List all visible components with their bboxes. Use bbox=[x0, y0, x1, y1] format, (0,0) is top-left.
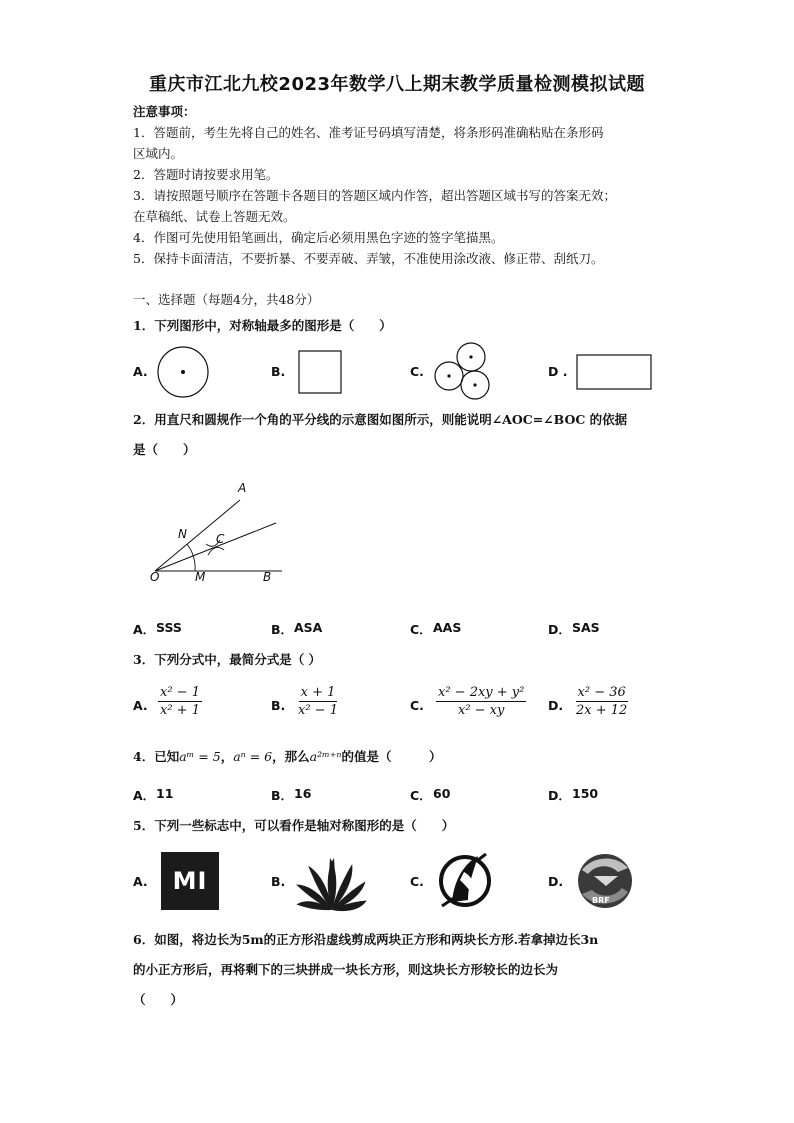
question-3-stem: 3．下列分式中，最简分式是（ ） bbox=[133, 652, 322, 667]
q1-option-c-label: C. bbox=[410, 364, 424, 379]
point-label-m: M bbox=[195, 570, 206, 584]
q2-option-c-value: AAS bbox=[433, 620, 462, 635]
q2-option-b-value: ASA bbox=[294, 620, 323, 635]
q1-option-d-label: D . bbox=[548, 364, 568, 379]
xiaomi-logo-text: MI bbox=[172, 867, 208, 895]
notice-line: 4．作图可先使用铅笔画出，确定后必须用黑色字迹的签字笔描黑。 bbox=[133, 230, 504, 245]
swirl-logo-icon bbox=[434, 850, 496, 912]
q1-rectangle-figure bbox=[576, 354, 654, 392]
q4-option-d-label: D． bbox=[548, 788, 571, 803]
q1-circle-figure bbox=[156, 345, 210, 399]
q4-option-a-value: 11 bbox=[156, 786, 174, 801]
q4-option-c-value: 60 bbox=[433, 786, 451, 801]
notice-line: 3．请按照题号顺序在答题卡各题目的答题区域内作答，超出答题区域书写的答案无效； bbox=[133, 188, 616, 203]
question-6-stem-cont: 的小正方形后，再将剩下的三块拼成一块长方形，则这块长方形较长的边长为 bbox=[133, 962, 559, 977]
question-6-answer-bracket: （ ） bbox=[133, 992, 184, 1007]
question-2-stem-cont: 是（ ） bbox=[133, 442, 196, 457]
q1-three-circles-figure bbox=[432, 342, 494, 402]
q5-option-a-label: A. bbox=[133, 874, 148, 889]
xiaomi-logo-icon bbox=[161, 852, 219, 910]
q2-option-a-value: SSS bbox=[156, 620, 182, 635]
q4-option-d-value: 150 bbox=[572, 786, 599, 801]
point-label-b: B bbox=[263, 570, 272, 584]
q3-option-a-label: A. bbox=[133, 698, 148, 713]
q2-option-a-label: A． bbox=[133, 622, 156, 637]
q3-fraction-c bbox=[436, 685, 526, 718]
q4-separator: ， bbox=[220, 749, 234, 764]
notice-line: 1．答题前，考生先将自己的姓名、准考证号码填写清楚，将条形码准确粘贴在条形码 bbox=[133, 125, 604, 140]
notice-line: 在草稿纸、试卷上答题无效。 bbox=[133, 209, 296, 224]
q4-target-expression: a²ᵐ⁺ⁿ bbox=[309, 749, 342, 764]
q4-option-b-value: 16 bbox=[294, 786, 312, 801]
fraction-numerator: x² − 36 bbox=[577, 685, 626, 700]
q3-option-d-label: D. bbox=[548, 698, 564, 713]
q4-suffix: 的值是（ ） bbox=[341, 749, 442, 764]
point-label-a: A bbox=[238, 481, 247, 495]
question-2-stem: 2．用直尺和圆规作一个角的平分线的示意图如图所示，则能说明∠AOC=∠BOC 的依据 bbox=[133, 412, 628, 427]
notice-line: 区域内。 bbox=[133, 146, 184, 161]
point-label-c: C bbox=[216, 532, 225, 546]
section-heading: 一、选择题（每题4分，共48分） bbox=[133, 292, 320, 307]
q5-option-d-label: D. bbox=[548, 874, 564, 889]
fraction-denominator: x² − xy bbox=[457, 703, 505, 718]
q2-option-d-label: D． bbox=[548, 622, 571, 637]
q3-option-b-label: B. bbox=[271, 698, 286, 713]
page-title: 重庆市江北九校2023年数学八上期末教学质量检测模拟试题 bbox=[148, 74, 646, 95]
question-1-stem: 1．下列图形中，对称轴最多的图形是（ ） bbox=[133, 318, 392, 333]
q4-option-b-label: B． bbox=[271, 788, 294, 803]
notice-heading: 注意事项： bbox=[133, 104, 196, 119]
fraction-denominator: x² − 1 bbox=[298, 703, 338, 718]
q1-square-figure bbox=[298, 350, 344, 396]
q4-option-c-label: C． bbox=[410, 788, 432, 803]
notice-line: 5．保持卡面清洁，不要折暴、不要弄破、弄皱，不准使用涂改液、修正带、刮纸刀。 bbox=[133, 251, 604, 266]
q5-option-b-label: B. bbox=[271, 874, 286, 889]
q3-fraction-b bbox=[296, 685, 340, 718]
q4-prefix: 4．已知 bbox=[133, 749, 180, 764]
brf-logo-text: BRF bbox=[592, 896, 610, 905]
fraction-numerator: x² − 2xy + y² bbox=[438, 685, 525, 700]
question-5-stem: 5．下列一些标志中，可以看作是轴对称图形的是（ ） bbox=[133, 818, 455, 833]
point-label-n: N bbox=[178, 527, 187, 541]
notice-line: 2．答题时请按要求用笔。 bbox=[133, 167, 279, 182]
q2-option-d-value: SAS bbox=[572, 620, 600, 635]
q1-option-b-label: B. bbox=[271, 364, 286, 379]
q4-n-expression: aⁿ = 6 bbox=[233, 749, 273, 764]
q4-m-expression: aᵐ = 5 bbox=[179, 749, 221, 764]
q3-option-c-label: C. bbox=[410, 698, 424, 713]
point-label-o: O bbox=[150, 570, 160, 584]
q1-option-a-label: A. bbox=[133, 364, 148, 379]
fraction-denominator: x² + 1 bbox=[160, 703, 200, 718]
question-4-stem bbox=[133, 747, 441, 767]
q3-fraction-d bbox=[574, 685, 629, 718]
q4-mid: ，那么 bbox=[272, 749, 310, 764]
q5-option-c-label: C. bbox=[410, 874, 424, 889]
q2-option-c-label: C． bbox=[410, 622, 432, 637]
q2-option-b-label: B． bbox=[271, 622, 294, 637]
fraction-numerator: x² − 1 bbox=[160, 685, 200, 700]
fraction-numerator: x + 1 bbox=[300, 685, 336, 700]
question-6-stem: 6．如图，将边长为5m的正方形沿虚线剪成两块正方形和两块长方形.若拿掉边长3n bbox=[133, 932, 599, 947]
fraction-denominator: 2x + 12 bbox=[576, 703, 628, 718]
q4-option-a-label: A． bbox=[133, 788, 156, 803]
huawei-logo-icon bbox=[296, 850, 368, 914]
q3-fraction-a bbox=[158, 685, 202, 718]
